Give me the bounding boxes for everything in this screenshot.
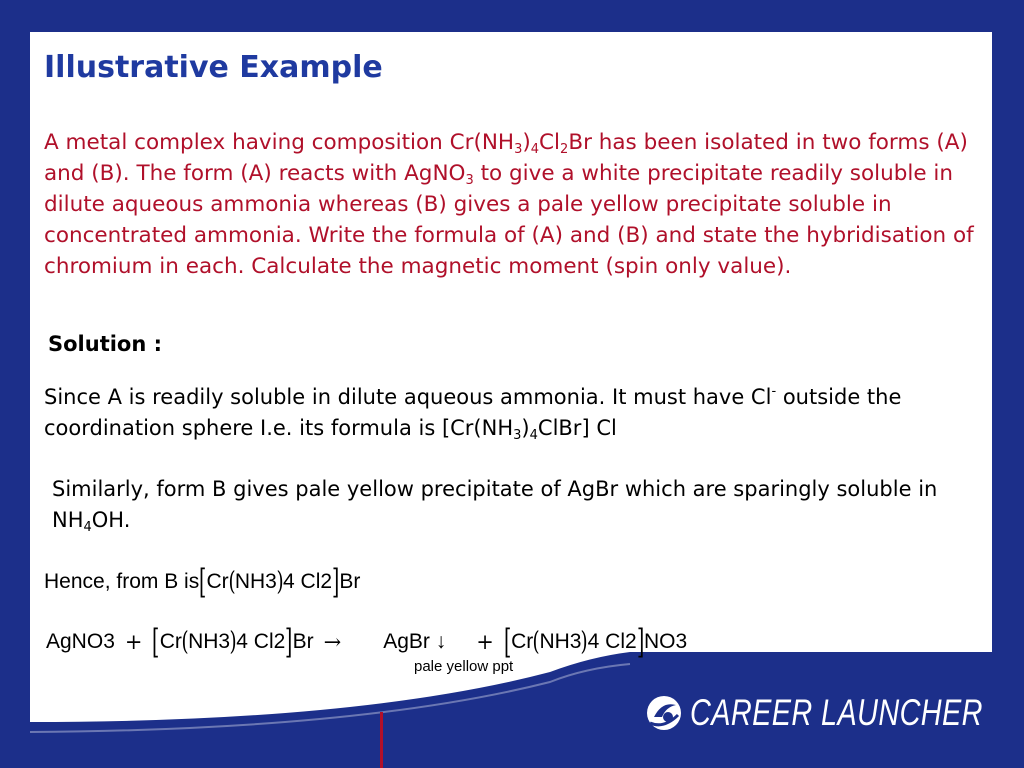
solution-label: Solution : (48, 332, 163, 356)
solution-paragraph-a: Since A is readily soluble in dilute aqueous ammonia. It must have Cl- outside the coordination sphere I.e. its formula is $[Cr(NH_3)_4ClBr]$ Cl (44, 384, 902, 443)
precipitate-note: pale yellow ppt (414, 658, 514, 675)
reaction-equation: AgNO 3 + [ Cr ( NH 3 ) 4 Cl 2 ] Br → AgBr ↓ + [ Cr ( NH 3 ) 4 Cl 2 ] NO 3 (46, 622, 688, 662)
slide (30, 32, 992, 742)
slide-title: Illustrative Example (44, 50, 383, 85)
bottom-accent-line (380, 712, 383, 768)
logo-wordmark: CAREER LAUNCHER (690, 692, 983, 733)
formula-b-line: Hence, from B is [ Cr ( NH 3 ) 4 Cl 2 ] Br (44, 562, 361, 602)
problem-statement: A metal complex having composition $Cr(NH_3)_4Cl_2Br$ has been isolated in two forms (A) and (B). The form (A) reacts with AgNO$_3$ to give a white precipitate readily soluble in dilute aqueous ammonia whereas (B) gives a pale yellow precipitate soluble in concentrated ammonia. Write the formula of (A) and (B) and state the hybridisation of chromium in each. Calculate the magnetic moment (spin only value). (44, 130, 974, 279)
career-launcher-logo-icon (644, 693, 684, 733)
career-launcher-logo (644, 692, 992, 734)
solution-paragraph-b: Similarly, form B gives pale yellow precipitate of AgBr which are sparingly soluble in $NH_4OH$. (52, 477, 938, 535)
